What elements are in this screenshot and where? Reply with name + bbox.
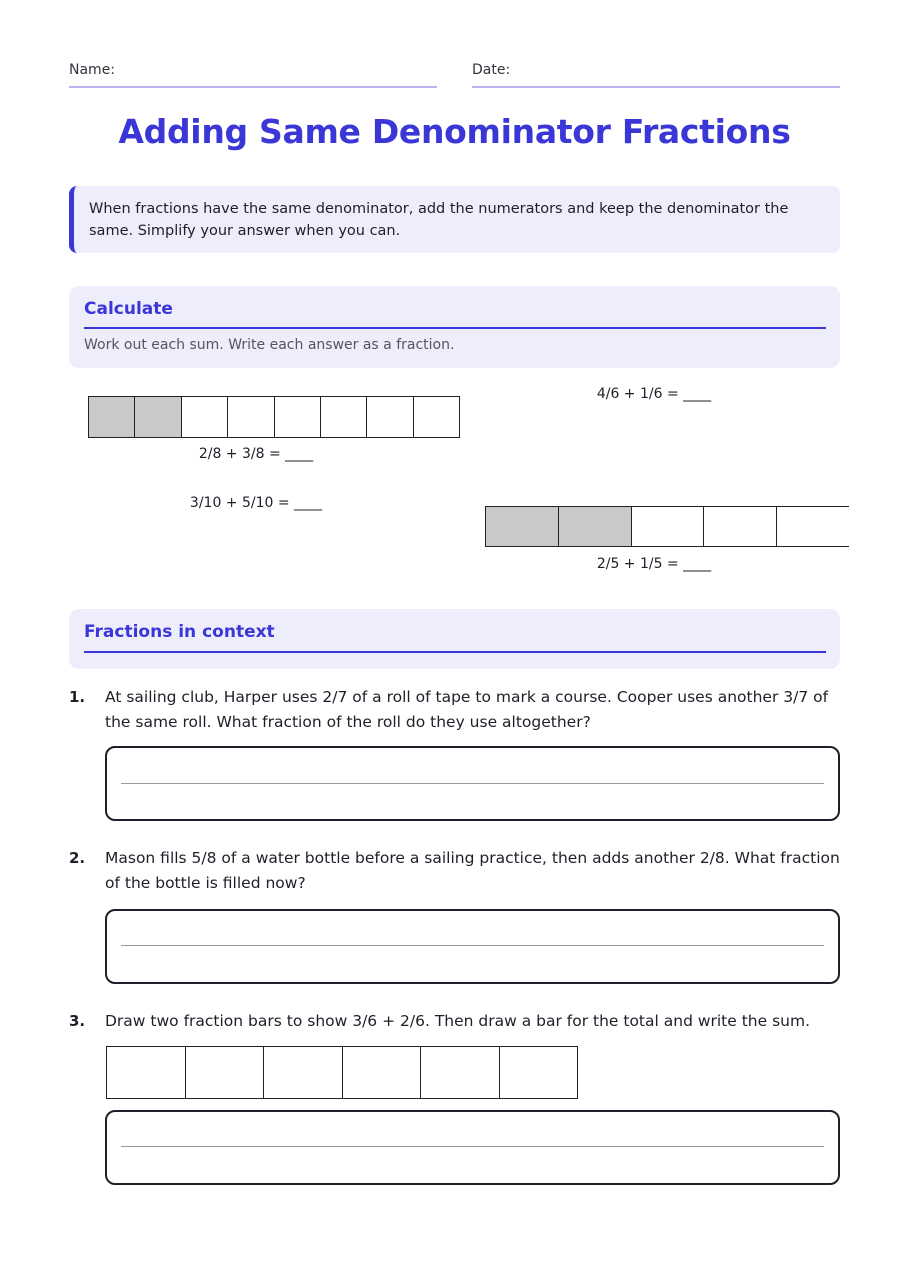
calculate-title: Calculate xyxy=(84,299,173,319)
answer-box-2[interactable] xyxy=(105,909,840,984)
context-rule xyxy=(84,651,826,653)
question-1-text: At sailing club, Harper uses 2/7 of a roll of tape to mark a course. Cooper uses another 3/7 of the same roll. What fraction of the roll do they use altogether? xyxy=(105,688,829,731)
bar-cell xyxy=(777,507,849,546)
bar-cell xyxy=(107,1047,186,1098)
context-section-header xyxy=(69,609,840,669)
question-2-number: 2. xyxy=(69,849,86,867)
date-label: Date: xyxy=(472,62,511,78)
calculate-subtitle: Work out each sum. Write each answer as a fraction. xyxy=(84,337,455,353)
question-2-text: Mason fills 5/8 of a water bottle before a sailing practice, then adds another 2/8. What fraction of the bottle is filled now? xyxy=(105,849,840,892)
equation-3: 3/10 + 5/10 = ____ xyxy=(189,495,323,511)
bar-cell xyxy=(704,507,777,546)
bar-cell xyxy=(367,397,413,437)
answer-box-3[interactable] xyxy=(105,1110,840,1185)
equation-2: 4/6 + 1/6 = ____ xyxy=(596,386,712,402)
intro-callout xyxy=(69,186,840,253)
answer-box-1[interactable] xyxy=(105,746,840,821)
bar-cell xyxy=(559,507,632,546)
name-field[interactable] xyxy=(69,86,437,88)
bar-cell xyxy=(275,397,321,437)
context-title: Fractions in context xyxy=(84,622,275,642)
bar-cell xyxy=(486,507,559,546)
answer-line xyxy=(121,783,824,784)
bar-cell xyxy=(264,1047,343,1098)
bar-cell xyxy=(632,507,705,546)
intro-text: When fractions have the same denominator, add the numerators and keep the denominator the same. Simplify your answer when you can. xyxy=(89,201,789,239)
answer-line xyxy=(121,945,824,946)
calculate-section-header xyxy=(69,286,840,368)
bar-cell xyxy=(343,1047,422,1098)
bar-cell xyxy=(228,397,274,437)
fraction-bar-eighths xyxy=(88,396,460,438)
fraction-bar-sixths xyxy=(106,1046,578,1099)
name-label: Name: xyxy=(69,62,116,78)
date-field[interactable] xyxy=(472,86,840,88)
bar-cell xyxy=(186,1047,265,1098)
question-3-number: 3. xyxy=(69,1012,86,1030)
answer-line xyxy=(121,1146,824,1147)
bar-cell xyxy=(321,397,367,437)
fraction-bar-fifths xyxy=(485,506,849,547)
bar-cell xyxy=(89,397,135,437)
bar-cell xyxy=(182,397,228,437)
bar-cell xyxy=(500,1047,578,1098)
bar-cell xyxy=(414,397,459,437)
equation-1: 2/8 + 3/8 = ____ xyxy=(198,446,314,462)
question-3-text: Draw two fraction bars to show 3/6 + 2/6. Then draw a bar for the total and write the sum. xyxy=(105,1012,811,1030)
calculate-rule xyxy=(84,327,826,329)
page-title: Adding Same Denominator Fractions xyxy=(118,112,791,151)
bar-cell xyxy=(421,1047,500,1098)
bar-cell xyxy=(135,397,181,437)
question-1-number: 1. xyxy=(69,688,86,706)
equation-4: 2/5 + 1/5 = ____ xyxy=(596,556,712,572)
